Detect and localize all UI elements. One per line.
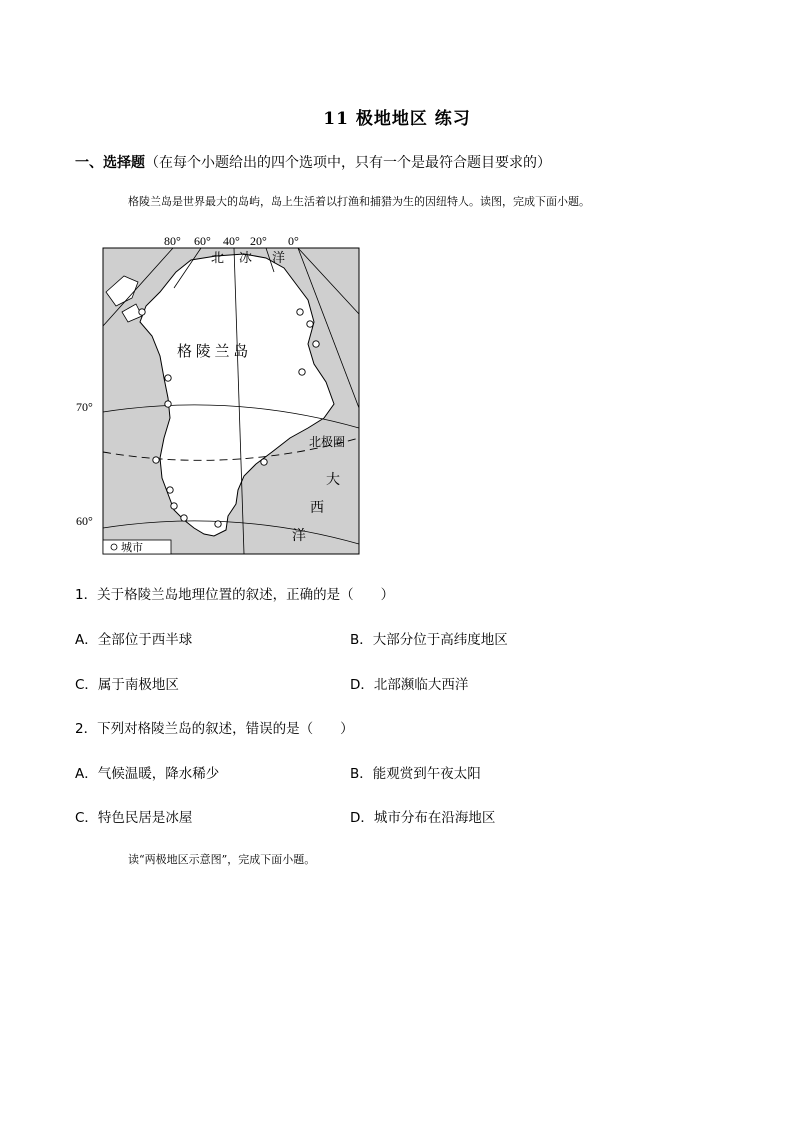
arctic-ocean-char-3: 洋 — [272, 250, 286, 265]
lon-label-60: 60° — [194, 234, 211, 248]
lon-label-0: 0° — [288, 234, 299, 248]
lon-label-80: 80° — [164, 234, 181, 248]
arctic-circle-label: 北极圈 — [309, 435, 346, 449]
q2-option-a: A．气候温暖，降水稀少 — [75, 766, 220, 782]
q1-option-a: A．全部位于西半球 — [75, 632, 193, 648]
lon-label-40: 40° — [223, 234, 240, 248]
q2-option-c: C．特色民居是冰屋 — [75, 810, 193, 826]
question-1-stem: 1．关于格陵兰岛地理位置的叙述，正确的是（ ） — [75, 587, 395, 603]
arctic-ocean-char-2: 冰 — [239, 250, 253, 265]
q2-option-d: D．城市分布在沿海地区 — [350, 810, 496, 826]
atlantic-char-1: 大 — [326, 473, 340, 488]
intro-text-1: 格陵兰岛是世界最大的岛屿，岛上生活着以打渔和捕猎为生的因纽特人。读图，完成下面小题。 — [128, 195, 590, 208]
atlantic-char-3: 洋 — [292, 529, 306, 544]
q1-option-b: B．大部分位于高纬度地区 — [350, 632, 508, 648]
greenland-map — [76, 232, 366, 560]
question-2-stem: 2．下列对格陵兰岛的叙述，错误的是（ ） — [75, 721, 354, 737]
island-name: 格 陵 兰 岛 — [177, 344, 249, 360]
atlantic-char-2: 西 — [310, 501, 324, 516]
section-heading — [75, 152, 551, 172]
q1-option-c: C．属于南极地区 — [75, 677, 179, 693]
latitude-labels — [76, 400, 93, 528]
city-legend-marker — [111, 544, 117, 550]
lat-label-70: 70° — [76, 400, 93, 414]
intro-text-2: 读“两极地区示意图”，完成下面小题。 — [128, 853, 316, 866]
q2-option-b: B．能观赏到午夜太阳 — [350, 766, 481, 782]
lat-label-60: 60° — [76, 514, 93, 528]
lon-label-20: 20° — [250, 234, 267, 248]
arctic-ocean-char-1: 北 — [211, 250, 225, 265]
map-legend — [103, 540, 171, 554]
page-title: 11 极地地区 练习 — [323, 109, 471, 129]
longitude-labels — [164, 234, 299, 248]
legend-label: 城市 — [121, 542, 143, 554]
section-head: 一、选择题 — [75, 155, 145, 171]
q1-option-d: D．北部濒临大西洋 — [350, 677, 469, 693]
section-note: （在每个小题给出的四个选项中，只有一个是最符合题目要求的） — [145, 155, 551, 171]
